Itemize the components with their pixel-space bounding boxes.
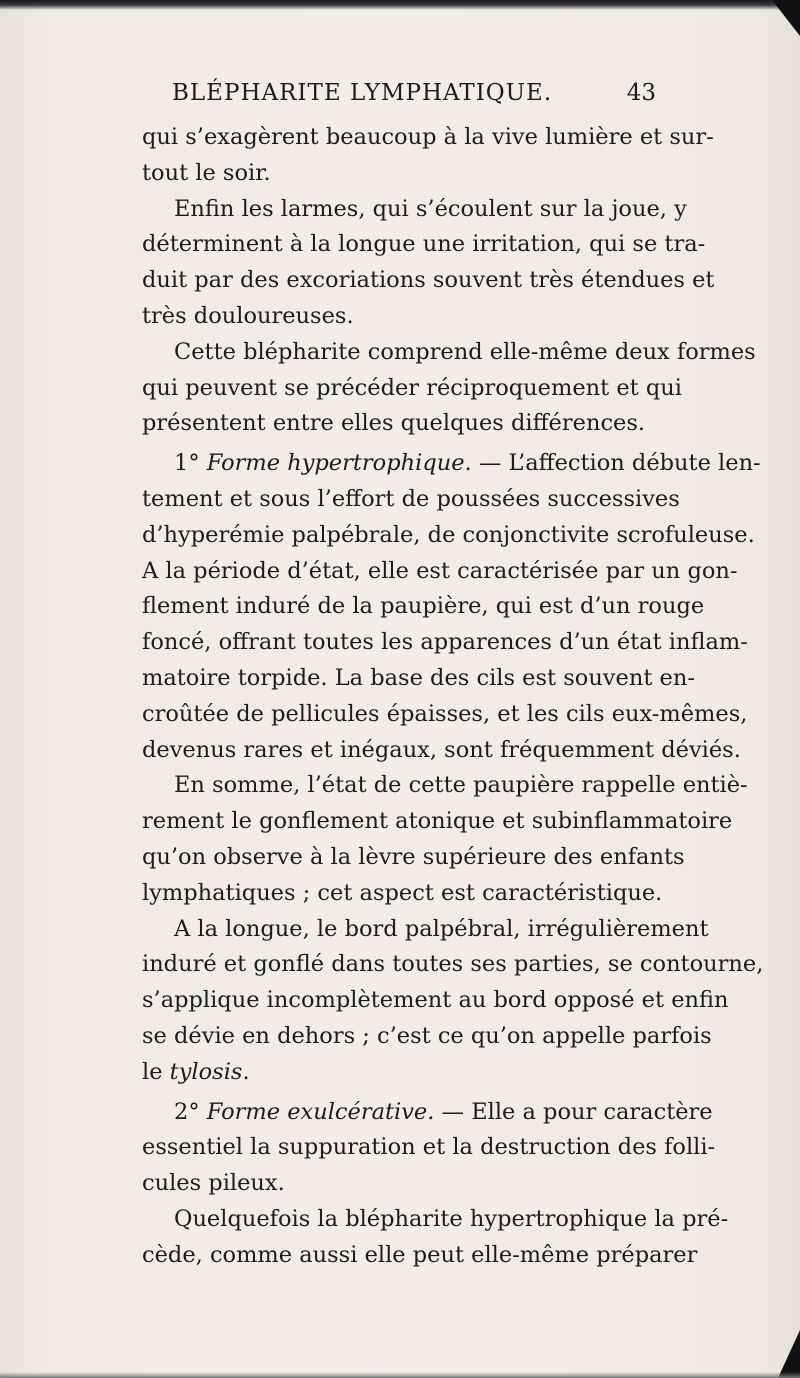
page-top-edge-shadow <box>0 0 780 10</box>
text-line: Cette blépharite comprend elle-même deux formes <box>174 338 756 365</box>
paragraph <box>142 192 715 335</box>
text-line: rement le gonflement atonique et subinflammatoire <box>142 808 733 835</box>
text-line: A la longue, le bord palpébral, irrégulièrement <box>174 915 709 942</box>
text-line: tement et sous l’effort de poussées successives <box>142 485 680 512</box>
text-line: s’applique incomplètement au bord opposé et enfin <box>142 987 729 1014</box>
term-italic: tylosis <box>169 1058 243 1085</box>
text-line-heading <box>142 1095 713 1131</box>
text-line: croûtée de pellicules épaisses, et les cils eux-mêmes, <box>142 700 748 727</box>
text-line: Quelquefois la blépharite hypertrophique la pré- <box>174 1205 729 1232</box>
text-line: qui peuvent se précéder réciproquement et qui <box>142 374 682 401</box>
text-line-heading <box>142 446 761 482</box>
text-line: cède, comme aussi elle peut elle-même préparer <box>142 1241 698 1268</box>
text-line: flement induré de la paupière, qui est d’un rouge <box>142 593 705 620</box>
text-line: déterminent à la longue une irritation, qui se tra- <box>142 231 706 258</box>
list-number: 1° <box>174 450 207 477</box>
text-line: lymphatiques ; cet aspect est caractéristique. <box>142 879 663 906</box>
text-line: d’hyperémie palpébrale, de conjonctivite scrofuleuse. <box>142 521 755 548</box>
text-line <box>142 1055 656 1091</box>
list-number: 2° <box>174 1098 207 1125</box>
section-heading: Forme exulcérative. <box>206 1098 435 1125</box>
text-fragment: — L’affection débute len- <box>471 450 761 477</box>
text-line: foncé, offrant toutes les apparences d’un état inflam- <box>142 629 748 656</box>
page-number: 43 <box>626 80 656 106</box>
text-line: devenus rares et inégaux, sont fréquemment déviés. <box>142 736 741 763</box>
text-line: induré et gonflé dans toutes ses parties, se contourne, <box>142 951 764 978</box>
paragraph <box>142 335 756 442</box>
text-line: se dévie en dehors ; c’est ce qu’on appelle parfois <box>142 1022 712 1049</box>
paragraph-forme-exulcerative <box>142 1095 716 1202</box>
paragraph-forme-hypertrophique <box>142 446 761 768</box>
text-line: tout le soir. <box>142 159 271 186</box>
paragraph <box>142 768 748 911</box>
body-text <box>142 120 764 1274</box>
text-line: très douloureuses. <box>142 302 354 329</box>
paragraph <box>142 120 714 192</box>
paragraph <box>142 912 764 1091</box>
text-line: Enfin les larmes, qui s’écoulent sur la joue, y <box>174 195 687 222</box>
page-bottom-edge-shadow <box>0 1372 800 1378</box>
section-heading: Forme hypertrophique. <box>206 450 472 477</box>
page-corner-shadow-top <box>772 0 800 36</box>
page-corner-shadow-bottom <box>778 1330 800 1378</box>
page-header <box>172 80 656 120</box>
text-line: qu’on observe à la lèvre supérieure des enfants <box>142 843 685 870</box>
text-fragment: — Elle a pour caractère <box>434 1098 713 1125</box>
paragraph <box>142 1202 729 1274</box>
text-line: matoire torpide. La base des cils est souvent en- <box>142 664 695 691</box>
text-line: duit par des excoriations souvent très étendues et <box>142 267 715 294</box>
text-fragment: . <box>242 1058 250 1085</box>
text-fragment: le <box>142 1058 170 1085</box>
text-line: présentent entre elles quelques différences. <box>142 410 646 437</box>
text-line: qui s’exagèrent beaucoup à la vive lumière et sur- <box>142 124 714 150</box>
text-line: A la période d’état, elle est caractérisée par un gon- <box>142 557 738 584</box>
running-title: BLÉPHARITE LYMPHATIQUE. <box>172 80 553 106</box>
text-line: cules pileux. <box>142 1170 285 1197</box>
text-line: essentiel la suppuration et la destruction des folli- <box>142 1134 716 1161</box>
text-line: En somme, l’état de cette paupière rappelle entiè- <box>174 772 748 799</box>
